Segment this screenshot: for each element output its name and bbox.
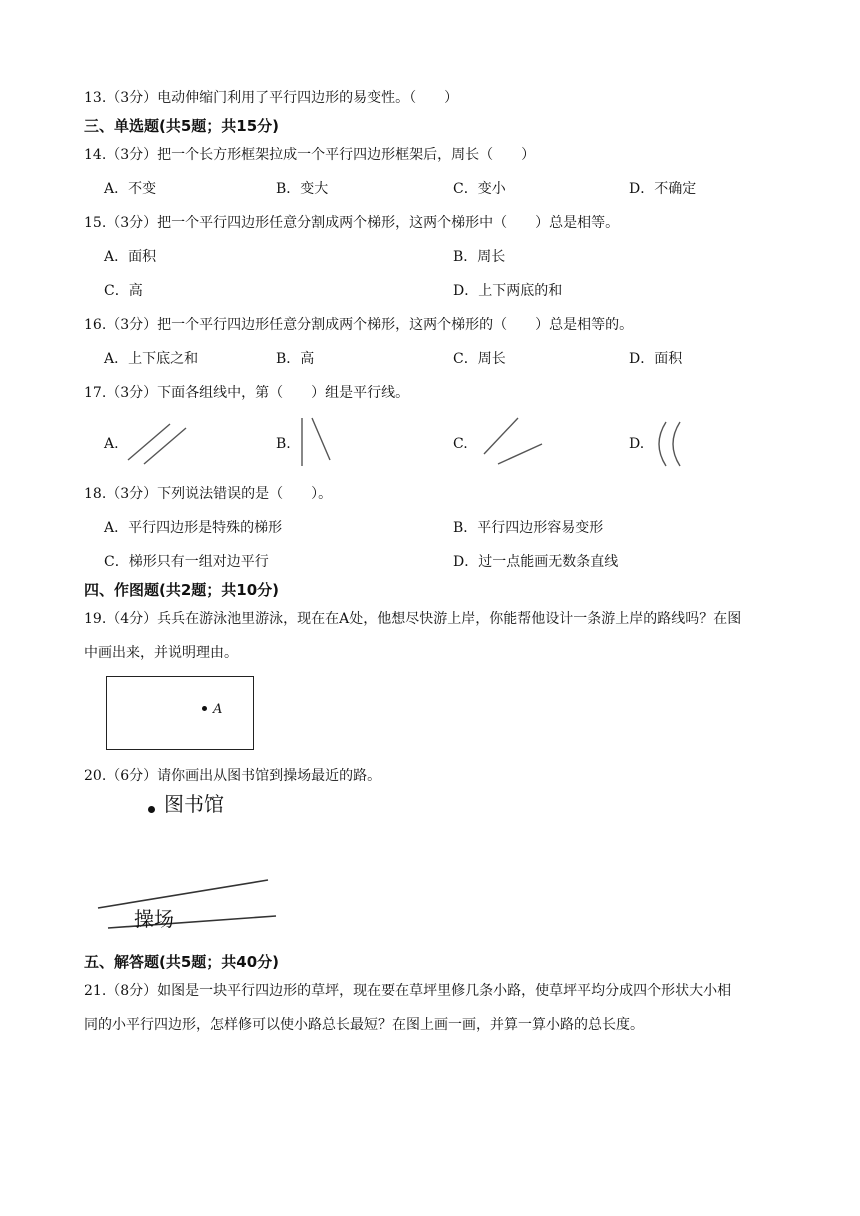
section-4-title: 四、作图题(共2题；共10分) xyxy=(84,581,280,599)
section-5-title: 五、解答题(共5题；共40分) xyxy=(84,953,280,971)
question-16-option-d[interactable]: D．面积 xyxy=(629,351,683,367)
question-16-option-c[interactable]: C．周长 xyxy=(453,351,506,367)
line-pair-a-figure xyxy=(124,418,194,468)
library-dot xyxy=(148,806,155,813)
swimming-pool-rectangle xyxy=(106,676,254,750)
question-14-option-d[interactable]: D．不确定 xyxy=(629,181,697,197)
line-c2 xyxy=(498,444,542,464)
section-3-title: 三、单选题(共5题；共15分) xyxy=(84,117,280,135)
playground-label: 操场 xyxy=(134,907,174,931)
line-a2 xyxy=(144,428,186,464)
library-label: 图书馆 xyxy=(164,792,224,816)
road-top-line xyxy=(98,880,268,908)
question-16-option-b[interactable]: B．高 xyxy=(276,351,315,367)
line-b2 xyxy=(312,418,330,460)
question-19-line-2: 中画出来，并说明理由。 xyxy=(84,645,238,661)
question-14-option-a[interactable]: A．不变 xyxy=(104,181,157,197)
question-14-option-c[interactable]: C．变小 xyxy=(453,181,506,197)
line-pair-b-figure xyxy=(290,414,340,470)
question-17-stem: 17.（3分）下面各组线中，第（ ）组是平行线。 xyxy=(84,385,410,401)
question-17-option-b[interactable]: B. xyxy=(276,436,291,452)
question-18-stem: 18.（3分）下列说法错误的是（ ）。 xyxy=(84,486,333,502)
question-20-stem: 20.（6分）请你画出从图书馆到操场最近的路。 xyxy=(84,768,382,784)
curve-pair-d-figure xyxy=(650,418,690,470)
curve-d1 xyxy=(659,422,666,466)
question-17-option-a[interactable]: A. xyxy=(104,436,119,452)
question-15-option-c[interactable]: C．高 xyxy=(104,283,143,299)
question-14-stem: 14.（3分）把一个长方形框架拉成一个平行四边形框架后，周长（ ） xyxy=(84,147,536,163)
curve-d2 xyxy=(673,422,680,466)
question-13: 13.（3分）电动伸缩门利用了平行四边形的易变性。（ ） xyxy=(84,90,459,106)
question-16-stem: 16.（3分）把一个平行四边形任意分割成两个梯形，这两个梯形的（ ）总是相等的。 xyxy=(84,317,634,333)
line-pair-c-figure xyxy=(478,414,548,466)
line-a1 xyxy=(128,424,170,460)
question-21-line-1: 21.（8分）如图是一块平行四边形的草坪，现在要在草坪里修几条小路，使草坪平均分成四个形状大小相 xyxy=(84,983,732,999)
question-21-line-2: 同的小平行四边形，怎样修可以使小路总长最短？在图上画一画，并算一算小路的总长度。 xyxy=(84,1017,644,1033)
point-a-dot xyxy=(202,706,207,711)
question-18-option-b[interactable]: B．平行四边形容易变形 xyxy=(453,520,604,536)
playground-road-figure xyxy=(94,872,284,932)
question-17-option-c[interactable]: C. xyxy=(453,436,468,452)
question-14-option-b[interactable]: B．变大 xyxy=(276,181,329,197)
line-c1 xyxy=(484,418,518,454)
question-17-option-d[interactable]: D. xyxy=(629,436,645,452)
question-19-line-1: 19.（4分）兵兵在游泳池里游泳，现在在A处，他想尽快游上岸，你能帮他设计一条游上岸的路线吗？在图 xyxy=(84,611,742,627)
question-15-option-a[interactable]: A．面积 xyxy=(104,249,157,265)
point-a-label: A xyxy=(213,702,223,717)
question-15-option-b[interactable]: B．周长 xyxy=(453,249,506,265)
question-15-option-d[interactable]: D．上下两底的和 xyxy=(453,283,563,299)
question-15-stem: 15.（3分）把一个平行四边形任意分割成两个梯形，这两个梯形中（ ）总是相等。 xyxy=(84,215,620,231)
question-18-option-d[interactable]: D．过一点能画无数条直线 xyxy=(453,554,619,570)
question-16-option-a[interactable]: A．上下底之和 xyxy=(104,351,199,367)
question-18-option-c[interactable]: C．梯形只有一组对边平行 xyxy=(104,554,269,570)
question-18-option-a[interactable]: A．平行四边形是特殊的梯形 xyxy=(104,520,283,536)
